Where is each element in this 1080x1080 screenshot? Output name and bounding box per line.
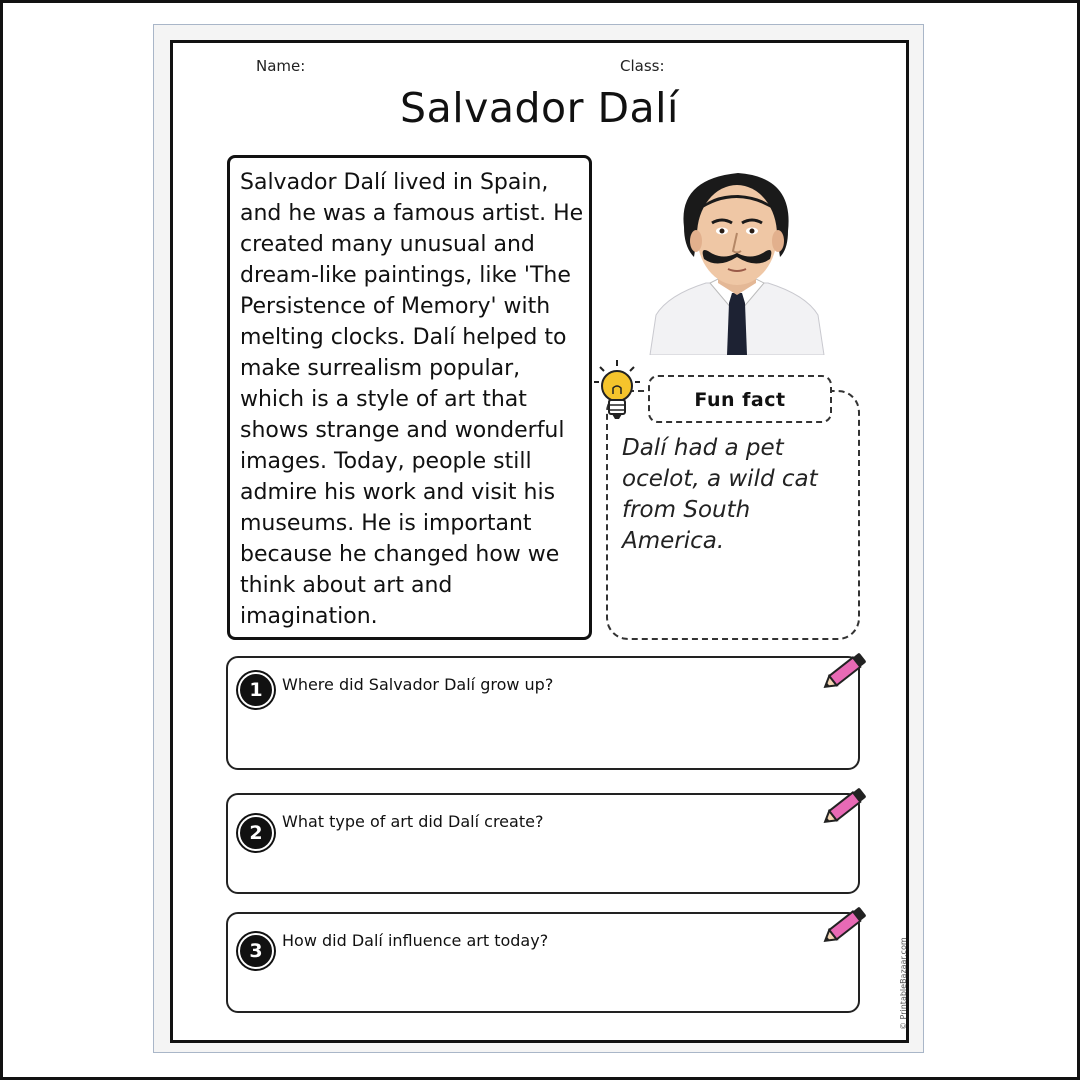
story-text: Salvador Dalí lived in Spain, and he was a famous artist. He created many unusual and dream-like paintings, like 'The Persistence of Memory' with melting clocks. Dalí helped to make surrealism popular, which is a style of art that shows strange and wonderful images. Today, people still admire his work and visit his museums. He is important because he changed how we think about art and imagination. (240, 170, 584, 629)
fun-fact-heading: Fun fact (648, 375, 832, 423)
lightbulb-icon (592, 358, 642, 422)
question-text-3: How did Dalí influence art today? (282, 931, 549, 950)
portrait-image (648, 165, 826, 355)
page-title: Salvador Dalí (400, 84, 679, 132)
question-number-1: 1 (238, 672, 274, 708)
answer-box-1[interactable] (226, 656, 860, 770)
answer-box-3[interactable] (226, 912, 860, 1013)
fun-fact-text: Dalí had a pet ocelot, a wild cat from South America. (622, 435, 818, 554)
question-text-2: What type of art did Dalí create? (282, 812, 544, 831)
pencil-icon (818, 784, 870, 830)
question-number-3: 3 (238, 933, 274, 969)
pencil-icon (818, 649, 870, 695)
pencil-icon (818, 903, 870, 949)
class-label: Class: (620, 57, 665, 75)
name-label: Name: (256, 57, 306, 75)
copyright-text: © PrintableBazaar.com (899, 937, 908, 1030)
question-number-2: 2 (238, 815, 274, 851)
question-text-1: Where did Salvador Dalí grow up? (282, 675, 554, 694)
answer-box-2[interactable] (226, 793, 860, 894)
